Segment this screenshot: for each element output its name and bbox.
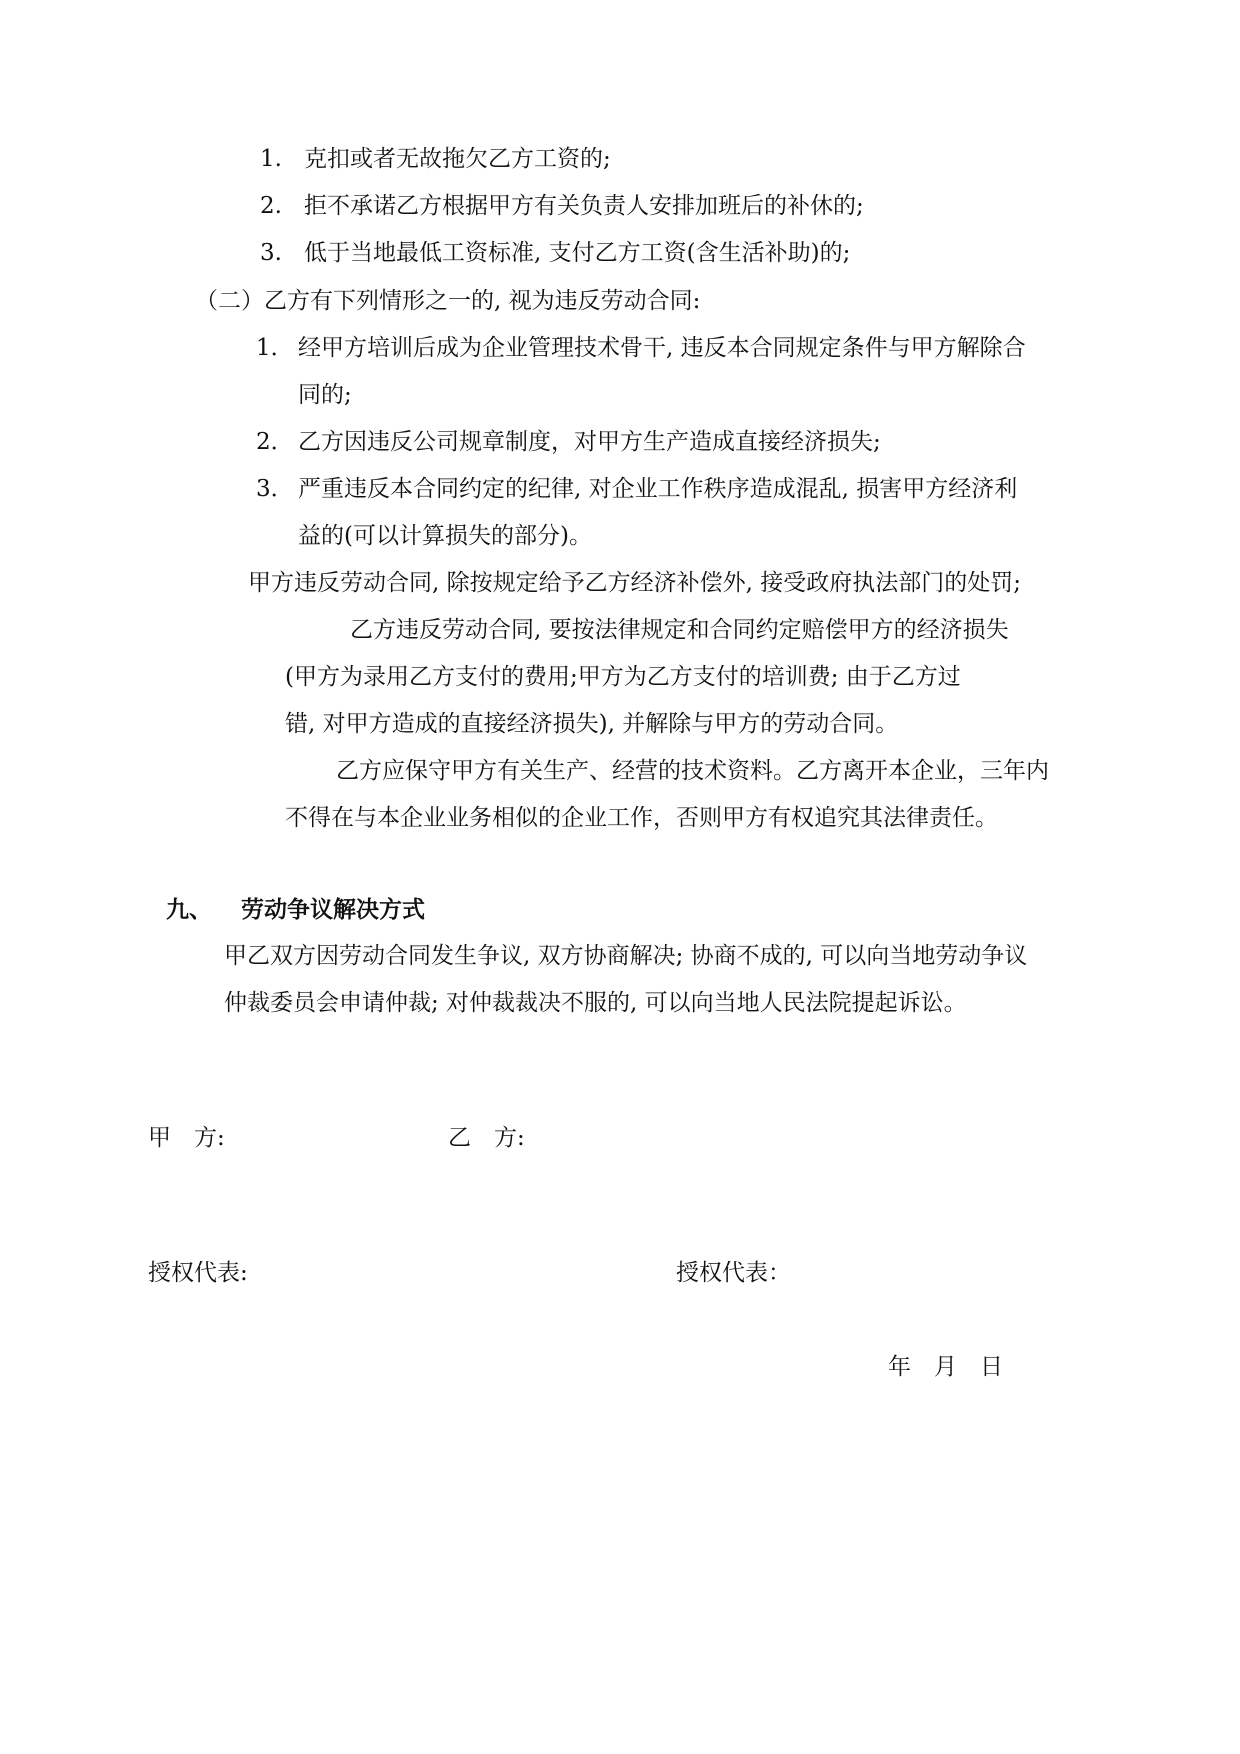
paragraph-line: 乙方应保守甲方有关生产、经营的技术资料。乙方离开本企业，三年内 [336,758,1049,784]
list-number: 1. [260,146,282,172]
paragraph-line: 仲裁委员会申请仲裁; 对仲裁裁决不服的, 可以向当地人民法院提起诉讼。 [224,990,967,1016]
list-item-text-continued: 益的(可以计算损失的部分)。 [298,523,592,549]
list-item-text: 乙方因违反公司规章制度，对甲方生产造成直接经济损失; [298,429,881,455]
paragraph-line: (甲方为录用乙方支付的费用;甲方为乙方支付的培训费; 由于乙方过 [285,664,961,690]
signing-date: 年 月 日 [888,1354,1003,1380]
party-a-label: 甲 方: [148,1125,225,1151]
paragraph-line: 错, 对甲方造成的直接经济损失), 并解除与甲方的劳动合同。 [285,711,899,737]
list-number: 2． [256,429,294,455]
list-number: 3. [260,240,282,266]
list-item-text: 克扣或者无故拖欠乙方工资的; [304,146,611,172]
list-number: 1． [256,335,294,361]
paragraph-line: 不得在与本企业业务相似的企业工作，否则甲方有权追究其法律责任。 [285,805,998,831]
party-b-label: 乙 方: [448,1125,525,1151]
paragraph-line: 乙方违反劳动合同, 要按法律规定和合同约定赔偿甲方的经济损失 [350,617,1009,643]
party-b-representative-label: 授权代表： [676,1260,791,1286]
subsection-heading: （二）乙方有下列情形之一的, 视为违反劳动合同: [195,288,701,314]
list-item-text: 严重违反本合同约定的纪律, 对企业工作秩序造成混乱, 损害甲方经济利 [298,476,1018,502]
section-title: 劳动争议解决方式 [241,896,425,923]
list-number: 3． [256,476,294,502]
list-item-text: 低于当地最低工资标准, 支付乙方工资(含生活补助)的; [304,240,851,266]
paragraph-party-a-breach: 甲方违反劳动合同, 除按规定给予乙方经济补偿外, 接受政府执法部门的处罚; [248,570,1021,596]
paragraph-line: 甲乙双方因劳动合同发生争议, 双方协商解决; 协商不成的, 可以向当地劳动争议 [224,943,1028,969]
list-item-text: 拒不承诺乙方根据甲方有关负责人安排加班后的补休的; [304,193,864,219]
party-a-representative-label: 授权代表: [148,1260,248,1286]
list-number: 2. [260,193,282,219]
list-item-text: 经甲方培训后成为企业管理技术骨干, 违反本合同规定条件与甲方解除合 [298,335,1026,361]
list-item-text-continued: 同的; [298,382,352,408]
section-number: 九、 [166,896,212,923]
